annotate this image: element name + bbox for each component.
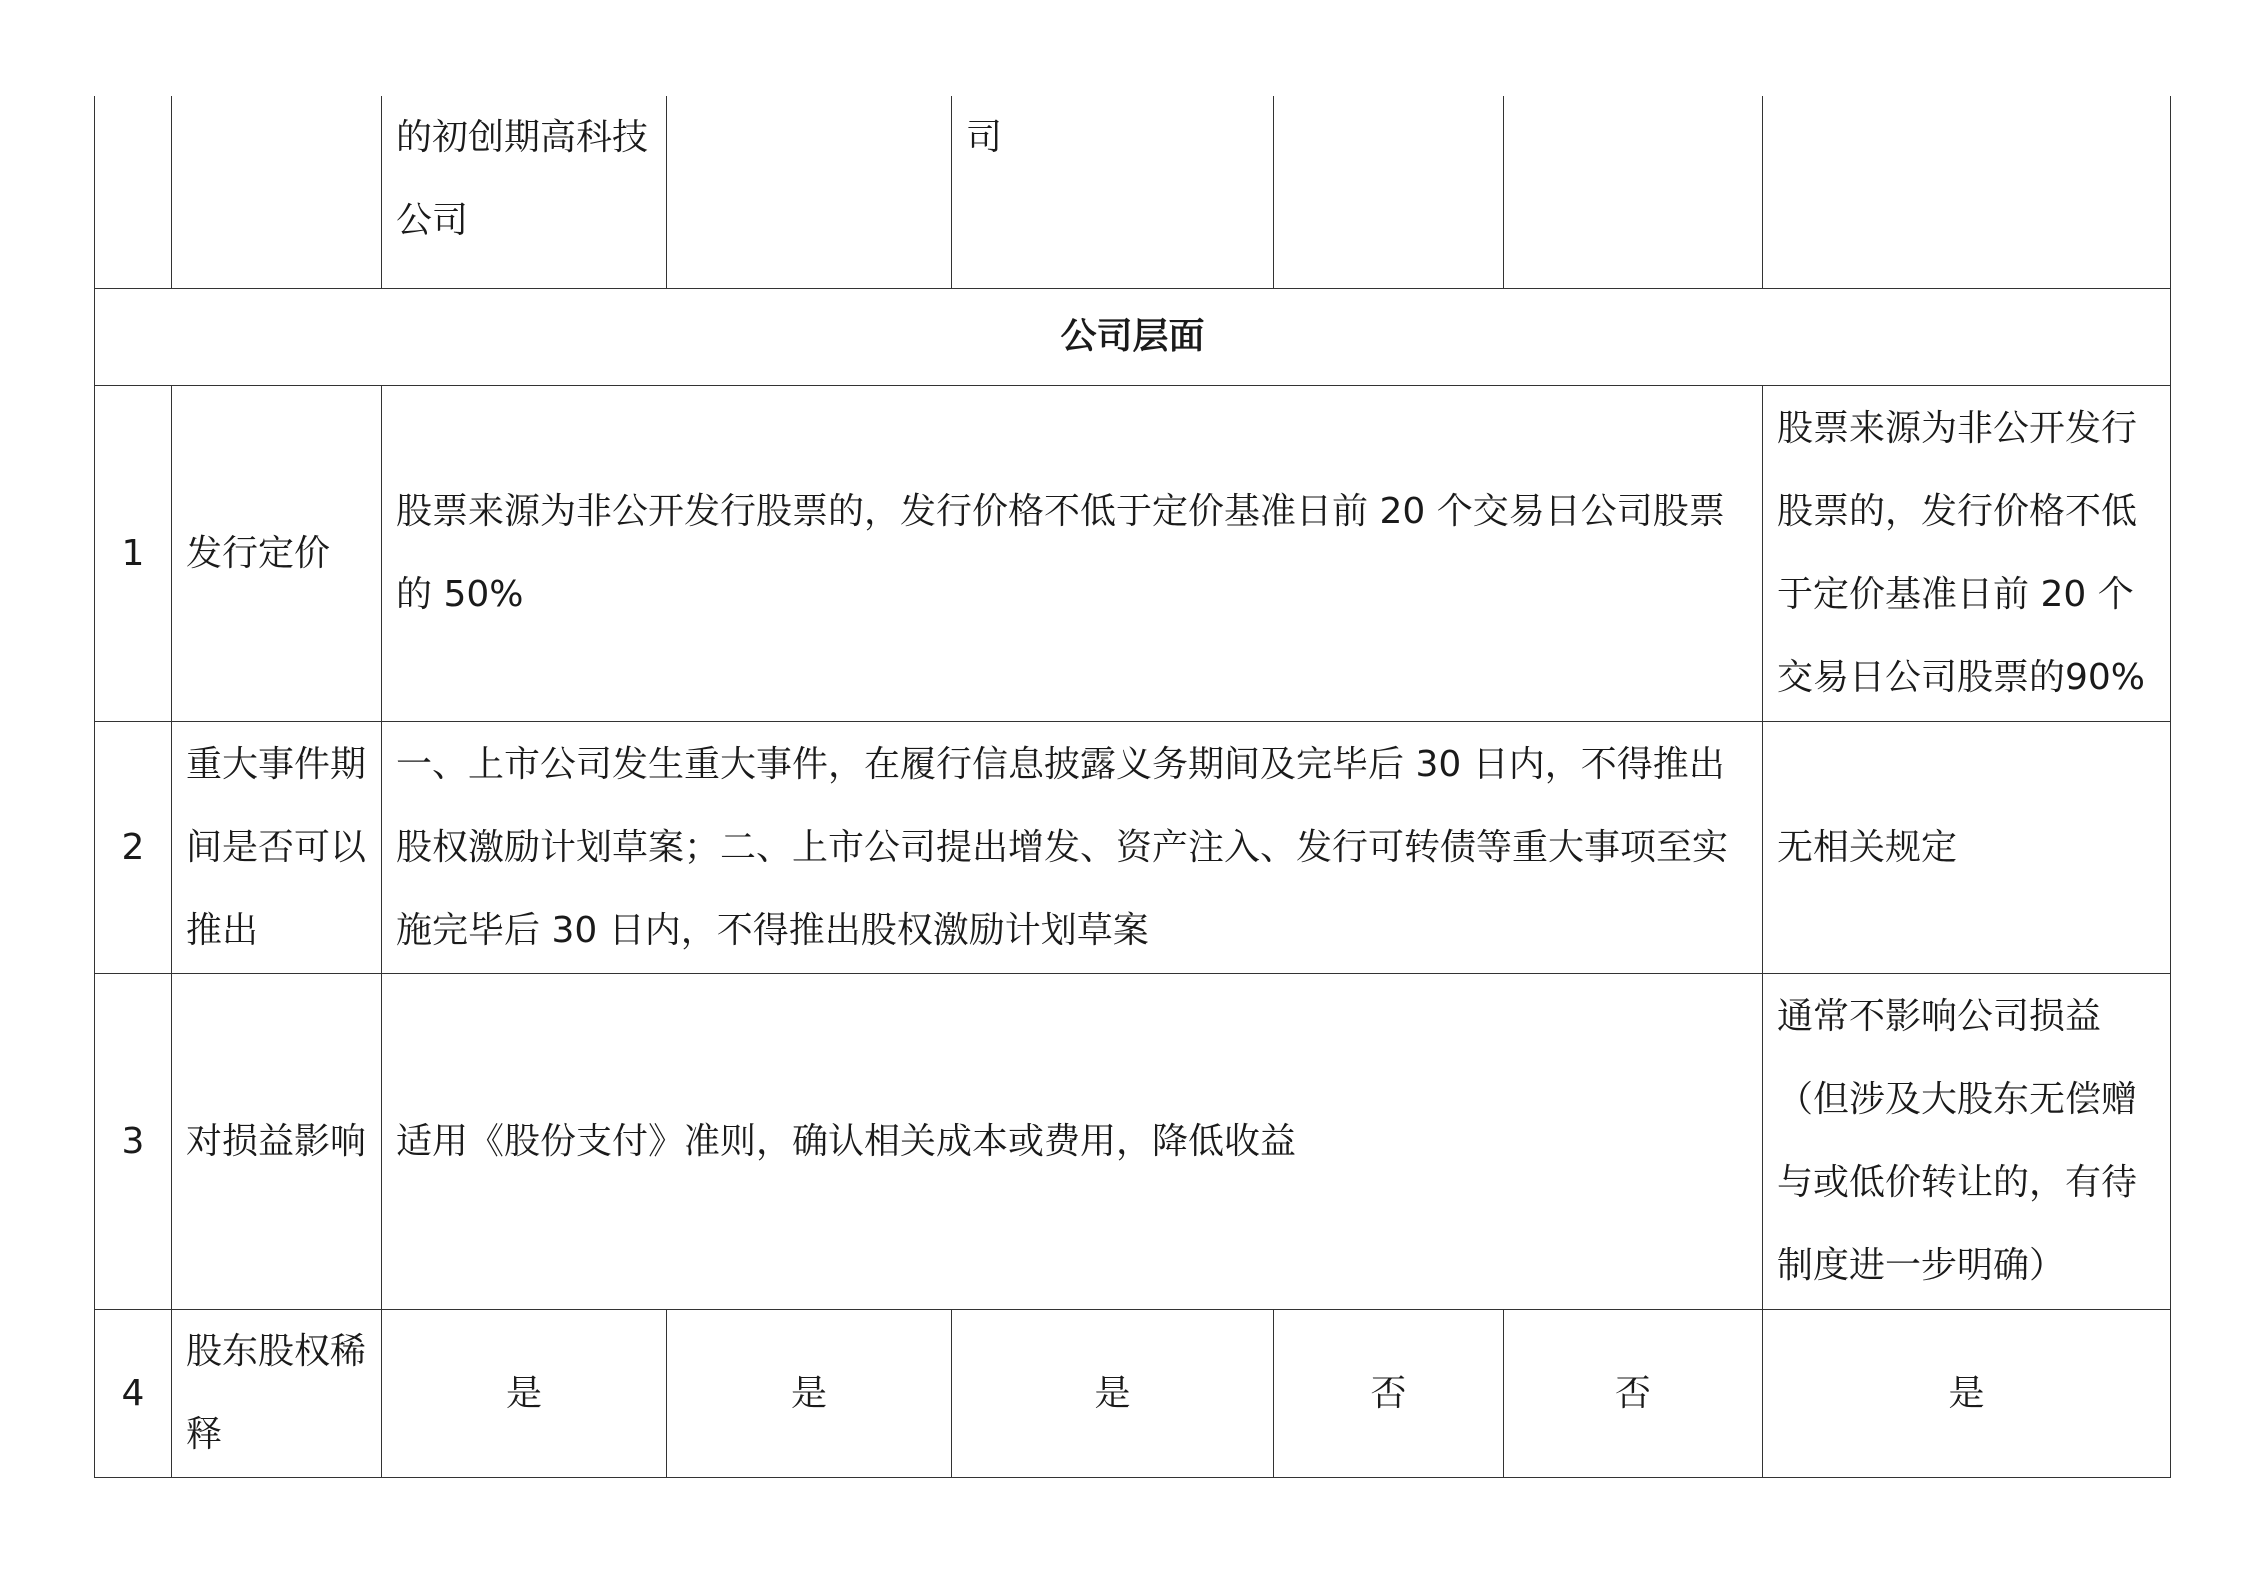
cell-empty <box>172 96 382 288</box>
row-item: 股东股权稀释 <box>172 1309 382 1477</box>
cell-value: 是 <box>382 1309 667 1477</box>
cell-continued-text: 的初创期高科技公司 <box>382 96 667 288</box>
table-row <box>95 1309 2171 1477</box>
cell-empty <box>1763 96 2171 288</box>
row-item: 发行定价 <box>172 385 382 721</box>
cell-value: 是 <box>1763 1309 2171 1477</box>
cell-value: 否 <box>1504 1309 1763 1477</box>
row-content: 一、上市公司发生重大事件，在履行信息披露义务期间及完毕后 30 日内，不得推出股权激励计划草案；二、上市公司提出增发、资产注入、发行可转债等重大事项至实施完毕后 30 日内，不得推出股权激励计划草案 <box>382 721 1763 973</box>
table-row <box>95 385 2171 721</box>
row-last: 无相关规定 <box>1763 721 2171 973</box>
table-row <box>95 721 2171 973</box>
cell-value: 是 <box>952 1309 1274 1477</box>
row-content: 适用《股份支付》准则，确认相关成本或费用，降低收益 <box>382 973 1763 1309</box>
row-last: 通常不影响公司损益（但涉及大股东无偿赠与或低价转让的，有待制度进一步明确） <box>1763 973 2171 1309</box>
cell-empty <box>1274 96 1504 288</box>
row-item: 对损益影响 <box>172 973 382 1309</box>
cell-empty <box>667 96 952 288</box>
cell-empty <box>95 96 172 288</box>
row-item: 重大事件期间是否可以推出 <box>172 721 382 973</box>
cell-empty <box>1504 96 1763 288</box>
row-number: 2 <box>95 721 172 973</box>
row-number: 4 <box>95 1309 172 1477</box>
row-content: 股票来源为非公开发行股票的，发行价格不低于定价基准日前 20 个交易日公司股票的 50% <box>382 385 1763 721</box>
section-header-row <box>95 288 2171 385</box>
table-row-continued <box>95 96 2171 288</box>
comparison-table <box>94 96 2171 1478</box>
row-last: 股票来源为非公开发行股票的，发行价格不低于定价基准日前 20 个交易日公司股票的90% <box>1763 385 2171 721</box>
row-number: 1 <box>95 385 172 721</box>
cell-value: 是 <box>667 1309 952 1477</box>
section-title: 公司层面 <box>95 288 2171 385</box>
cell-continued-text: 司 <box>952 96 1274 288</box>
row-number: 3 <box>95 973 172 1309</box>
cell-value: 否 <box>1274 1309 1504 1477</box>
table-row <box>95 973 2171 1309</box>
